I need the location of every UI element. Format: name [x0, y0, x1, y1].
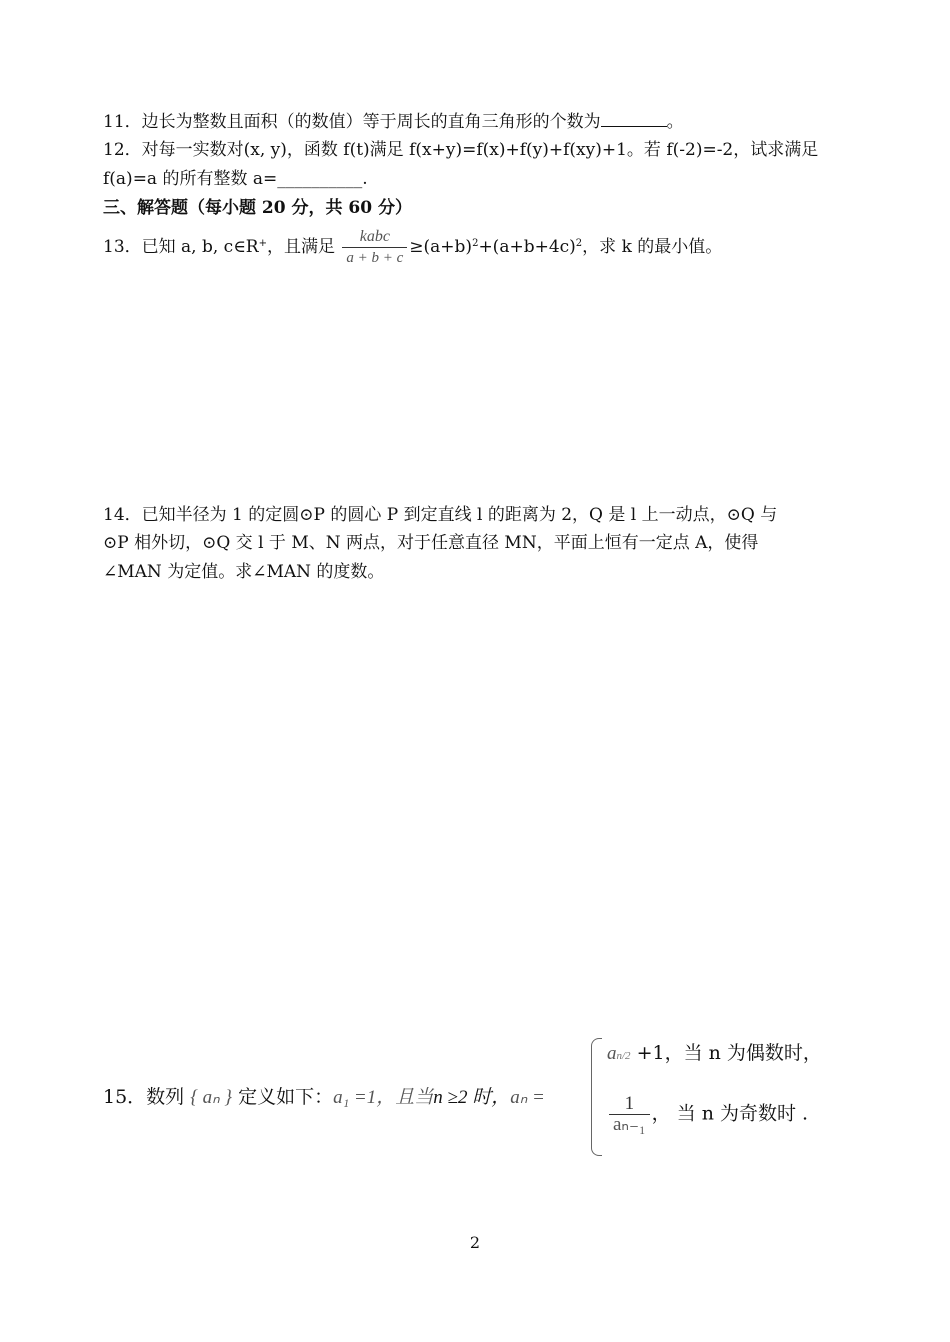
q15-cond: n ≥2 时，: [433, 1087, 511, 1108]
q12-answer-blank: __________: [277, 169, 363, 189]
q11-end: 。: [666, 112, 684, 132]
q12-end: .: [362, 169, 368, 189]
q13-frac-numerator: kabc: [359, 228, 390, 245]
q11-answer-blank: [601, 110, 667, 127]
q13-square-2: 2: [575, 238, 583, 249]
question-13: [103, 222, 722, 269]
q15-case-even: [607, 1038, 822, 1065]
question-12-line-1: 12．对每一实数对(x, y)，函数 f(t)满足 f(x+y)=f(x)+f(y)+f(xy)+1。若 f(-2)=-2，试求满足: [103, 140, 819, 160]
q13-ineq-a: ≥(a+b): [409, 237, 473, 257]
q15-case1-sub: n/2: [616, 1050, 631, 1062]
q12-text: f(a)=a 的所有整数 a=: [103, 169, 278, 189]
q15-def: 定义如下：: [238, 1086, 334, 1108]
q15-an: aₙ =: [510, 1087, 545, 1108]
q15-case1-a: a: [607, 1043, 617, 1064]
left-brace: [591, 1038, 602, 1156]
question-12-line-2: [103, 167, 368, 191]
section-heading: 三、解答题（每小题 20 分，共 60 分）: [103, 198, 412, 218]
q15-a1: a₁ =1，且当: [333, 1087, 434, 1108]
question-14-line-2: ⊙P 相外切，⊙Q 交 l 于 M、N 两点，对于任意直径 MN，平面上恒有一定点 A，使得: [103, 533, 759, 553]
q15-case2-fraction: [609, 1094, 650, 1135]
q13-fraction: [342, 227, 407, 268]
question-14-line-3: ∠MAN 为定值。求∠MAN 的度数。: [103, 562, 385, 582]
q13-square-1: 2: [472, 238, 479, 249]
q15-prefix: 15．数列: [103, 1086, 185, 1108]
q13-suffix: ，求 k 的最小值。: [582, 237, 723, 257]
q13-ineq-b: +(a+b+4c): [478, 237, 576, 257]
question-14-line-1: 14．已知半径为 1 的定圆⊙P 的圆心 P 到定直线 l 的距离为 2，Q 是 l 上一动点，⊙Q 与: [103, 505, 778, 525]
q13-frac-denominator: a + b + c: [346, 250, 404, 266]
q15-piecewise: [591, 1038, 831, 1156]
q15-case2-text: ， 当 n 为奇数时 .: [651, 1102, 809, 1125]
q11-text: 11．边长为整数且面积（的数值）等于周长的直角三角形的个数为: [103, 112, 601, 132]
q15-case2-numerator: 1: [624, 1093, 635, 1114]
q15-sequence: { aₙ }: [190, 1087, 233, 1108]
q13-sup-plus: +: [258, 238, 267, 249]
q13-mid: ，且满足: [266, 237, 335, 257]
q15-case1-text: +1，当 n 为偶数时，: [630, 1042, 822, 1064]
page-number: 2: [469, 1233, 481, 1252]
q13-prefix: 13．已知 a, b, c∈R: [103, 237, 259, 257]
question-11: [103, 110, 684, 134]
question-15: [103, 1085, 545, 1110]
q15-case2-denominator: aₙ₋₁: [613, 1114, 646, 1135]
q15-case-odd: [607, 1094, 808, 1135]
